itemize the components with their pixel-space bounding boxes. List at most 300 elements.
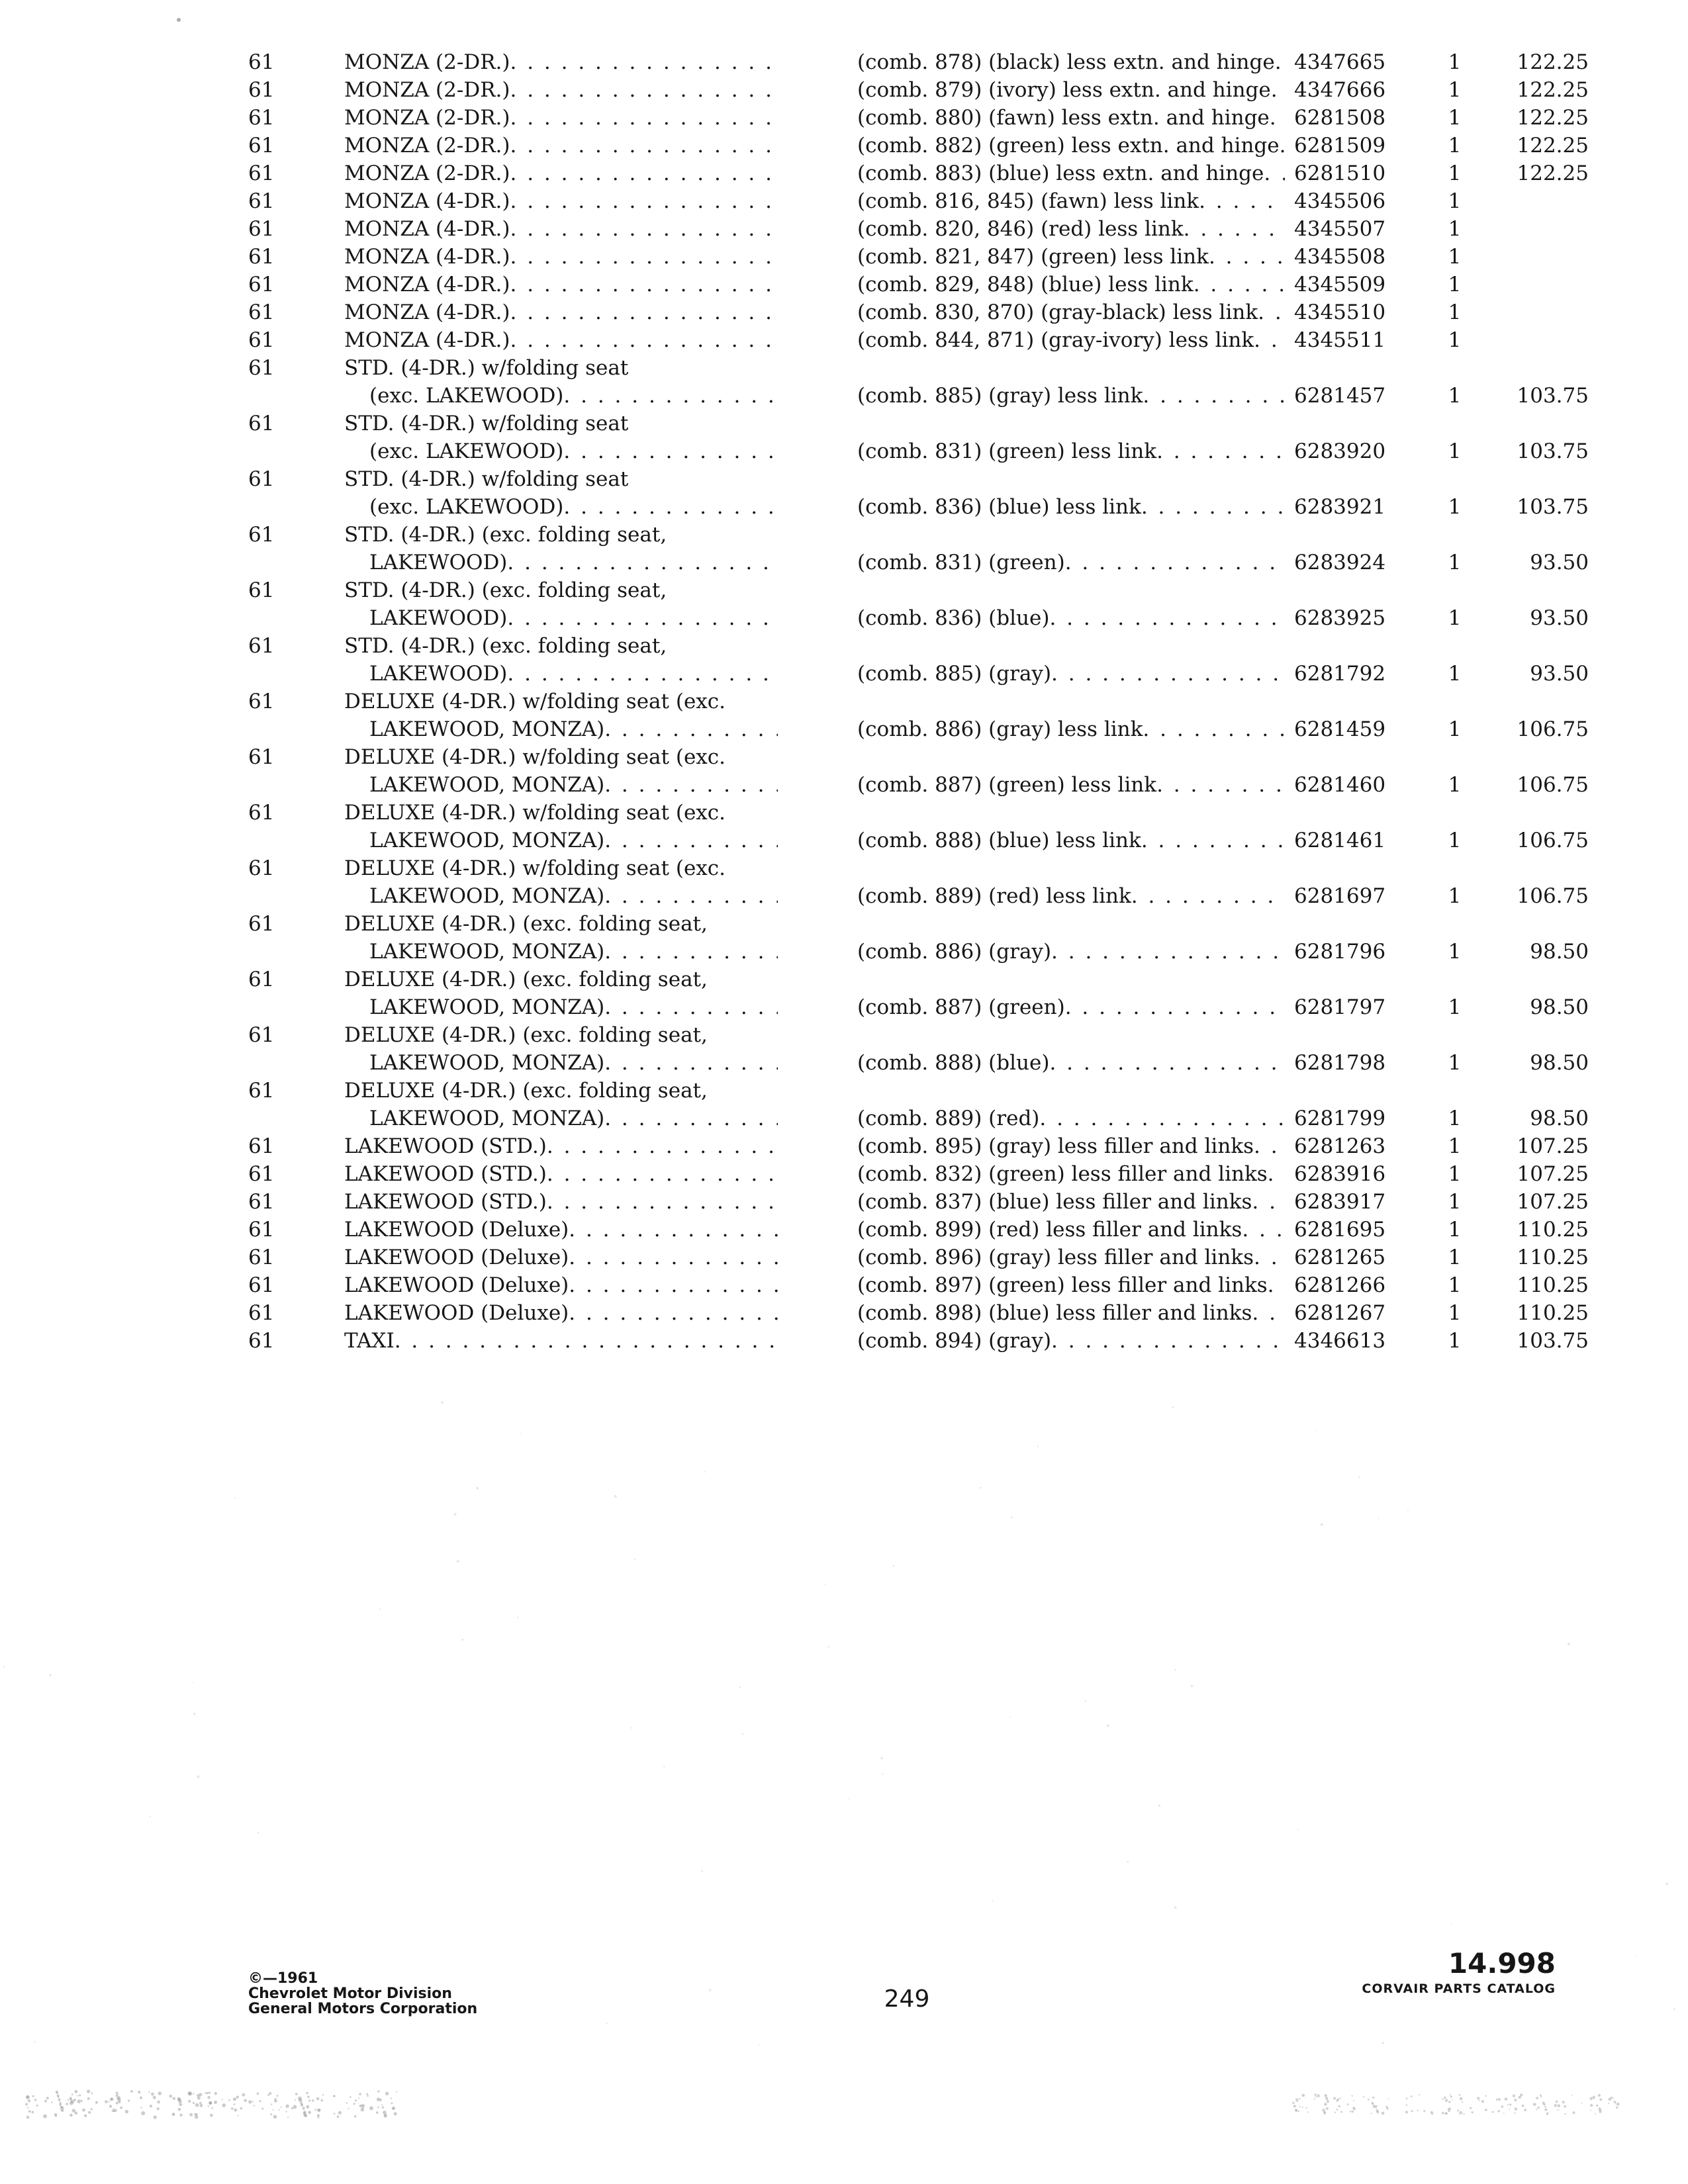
table-row <box>0 1188 1688 1216</box>
spacer-cell <box>1589 1271 1688 1299</box>
scan-speckle <box>195 2103 199 2107</box>
spacer-cell <box>0 1132 248 1160</box>
scan-speckle <box>361 2104 364 2107</box>
scan-speckle <box>273 2115 277 2118</box>
description-line <box>857 271 1294 298</box>
description-cell <box>857 1299 1294 1327</box>
model-text: MONZA (4-DR.) <box>344 328 510 352</box>
scan-speckle <box>81 2100 83 2102</box>
scan-speckle <box>77 2095 78 2097</box>
spacer-cell <box>778 243 857 271</box>
scan-speckle <box>1301 2094 1305 2097</box>
model-continuation <box>344 882 778 910</box>
scan-speckle <box>1593 2098 1595 2099</box>
scan-speckle <box>1295 2110 1297 2111</box>
scan-speckle <box>1411 2095 1413 2097</box>
part-number: 4346613 <box>1294 1329 1386 1353</box>
scan-speckle <box>391 2097 392 2099</box>
spacer-cell <box>778 48 857 76</box>
scan-speckle <box>242 2093 245 2097</box>
quantity-cell <box>1427 243 1483 271</box>
part-number-cell <box>1294 1077 1427 1132</box>
dot-leader <box>547 1132 778 1160</box>
model-cell <box>344 132 778 159</box>
spacer-cell <box>0 354 248 410</box>
table-row <box>0 243 1688 271</box>
scan-speckle <box>178 2100 181 2103</box>
spacer-cell <box>1589 1132 1688 1160</box>
price-cell <box>1483 48 1589 76</box>
scan-speckle <box>56 2092 58 2094</box>
part-number: 6281457 <box>1294 384 1386 408</box>
part-number: 6281508 <box>1294 106 1386 130</box>
scan-speckle <box>1514 2113 1515 2114</box>
scan-speckle <box>1297 2111 1299 2113</box>
model-cell <box>344 465 778 521</box>
part-number: 4347666 <box>1294 78 1386 102</box>
scan-speckle <box>74 2111 77 2115</box>
scan-speckle <box>303 2111 306 2113</box>
scan-speckle <box>1324 2103 1327 2105</box>
part-number: 6281263 <box>1294 1134 1386 1158</box>
description-text: (comb. 821, 847) (green) less link <box>857 245 1209 269</box>
scan-speckle <box>992 1900 993 1901</box>
scan-speckle <box>62 2110 64 2112</box>
year-text: 61 <box>248 690 275 713</box>
year-cell <box>248 521 344 576</box>
year-text: 61 <box>248 1162 275 1186</box>
price-cell <box>1483 910 1589 966</box>
scan-speckle <box>84 2115 87 2117</box>
model-continuation <box>344 715 778 743</box>
table-row <box>0 465 1688 521</box>
quantity: 1 <box>1448 1329 1462 1353</box>
dot-leader <box>1268 1271 1285 1299</box>
part-number-cell <box>1294 576 1427 632</box>
scan-speckle <box>1518 2096 1521 2099</box>
table-row <box>0 298 1688 326</box>
description-line <box>857 1188 1294 1216</box>
scan-speckle <box>1325 2094 1326 2095</box>
year-cell <box>248 48 344 76</box>
scan-speckle <box>1459 2094 1461 2096</box>
scan-speckle <box>157 2107 160 2110</box>
model-text: LAKEWOOD (Deluxe) <box>344 1301 569 1325</box>
scan-speckle <box>631 1727 632 1729</box>
scan-speckle <box>361 2108 364 2111</box>
scan-speckle <box>882 1773 883 1774</box>
scan-speckle <box>199 2093 202 2096</box>
model-text: MONZA (4-DR.) <box>344 189 510 213</box>
description-line <box>857 159 1294 187</box>
dot-leader <box>510 132 778 159</box>
scan-speckle <box>880 1757 883 1760</box>
year-cell <box>248 159 344 187</box>
scan-speckle <box>1481 2100 1484 2103</box>
dot-leader <box>569 1244 778 1271</box>
scan-speckle <box>1406 2104 1407 2105</box>
catalog-name: CORVAIR PARTS CATALOG <box>1362 1981 1556 1996</box>
spacer-cell <box>1589 271 1688 298</box>
quantity-cell <box>1427 688 1483 743</box>
spacer-cell <box>1589 48 1688 76</box>
scan-speckle <box>333 2095 335 2097</box>
dot-leader <box>1131 882 1285 910</box>
description-text: (comb. 879) (ivory) less extn. and hinge <box>857 78 1271 102</box>
scan-speckle <box>1590 2104 1593 2107</box>
model-line <box>344 159 778 187</box>
spacer-cell <box>778 410 857 465</box>
copyright-block <box>248 1971 579 2017</box>
model-text-continued: LAKEWOOD, MONZA) <box>369 995 605 1019</box>
scan-speckle <box>1546 2113 1549 2115</box>
spacer-cell <box>0 465 248 521</box>
scan-speckle <box>1442 2112 1444 2115</box>
description-cell <box>857 576 1294 632</box>
scan-speckle <box>1568 1643 1570 1645</box>
scan-speckle <box>295 2093 298 2095</box>
scan-speckle <box>1372 2102 1374 2104</box>
spacer-cell <box>778 298 857 326</box>
scan-speckle <box>1496 2099 1498 2101</box>
year-text: 61 <box>248 161 275 185</box>
scan-speckle <box>188 2091 192 2095</box>
quantity-cell <box>1427 910 1483 966</box>
scan-speckle <box>169 2095 173 2098</box>
spacer-cell <box>0 76 248 104</box>
quantity: 1 <box>1448 245 1462 269</box>
spacer-cell <box>778 1271 857 1299</box>
quantity: 1 <box>1448 78 1462 102</box>
scan-speckle <box>207 2096 211 2099</box>
dot-leader <box>1049 1049 1285 1077</box>
spacer-cell <box>0 743 248 799</box>
model-cell <box>344 632 778 688</box>
spacer-cell <box>1589 354 1688 410</box>
description-cell <box>857 688 1294 743</box>
spacer-cell <box>1589 410 1688 465</box>
dot-leader <box>1194 271 1285 298</box>
dot-leader <box>569 1271 778 1299</box>
quantity: 1 <box>1448 300 1462 324</box>
scan-speckle <box>702 1870 704 1872</box>
price-cell <box>1483 966 1589 1021</box>
scan-speckle <box>1307 2111 1309 2113</box>
spacer-cell <box>1589 1188 1688 1216</box>
year-text: 61 <box>248 523 275 547</box>
quantity-cell <box>1427 576 1483 632</box>
part-number-cell <box>1294 298 1427 326</box>
model-cell <box>344 187 778 215</box>
scan-speckle <box>1305 2107 1307 2109</box>
dot-leader <box>1141 493 1285 521</box>
description-line <box>857 132 1294 159</box>
scan-speckle <box>1595 2113 1596 2115</box>
scan-speckle <box>177 2097 180 2101</box>
quantity: 1 <box>1448 106 1462 130</box>
description-text: (comb. 887) (green) less link <box>857 773 1157 797</box>
scan-speckle <box>742 1733 743 1735</box>
scan-speckle <box>82 2109 85 2112</box>
model-text-continued: LAKEWOOD, MONZA) <box>369 1107 605 1130</box>
scan-speckle <box>1297 2101 1298 2102</box>
table-row <box>0 854 1688 910</box>
description-cell <box>857 1132 1294 1160</box>
description-line <box>857 882 1294 910</box>
description-text: (comb. 831) (green) less link <box>857 439 1157 463</box>
part-number: 6281697 <box>1294 884 1386 908</box>
scan-speckle <box>1191 1685 1193 1687</box>
spacer-cell <box>1589 465 1688 521</box>
scan-speckle <box>358 2098 359 2099</box>
description-cell <box>857 1271 1294 1299</box>
year-cell <box>248 465 344 521</box>
spacer-cell <box>1589 1299 1688 1327</box>
description-text: (comb. 885) (gray) <box>857 662 1052 686</box>
scan-speckle <box>1323 2111 1325 2113</box>
model-line <box>344 243 778 271</box>
year-cell <box>248 215 344 243</box>
scan-speckle <box>46 2097 49 2099</box>
scan-speckle <box>1335 2112 1336 2113</box>
scan-speckle <box>26 2116 29 2118</box>
scan-speckle <box>1547 2113 1548 2114</box>
spacer-cell <box>1589 966 1688 1021</box>
scan-speckle <box>614 1495 617 1498</box>
year-cell <box>248 854 344 910</box>
scan-speckle <box>322 2094 324 2095</box>
scan-speckle <box>51 2102 52 2103</box>
description-cell <box>857 271 1294 298</box>
scan-speckle <box>441 1401 444 1404</box>
spacer-cell <box>0 1216 248 1244</box>
scan-speckle <box>1537 2107 1539 2109</box>
scan-speckle <box>1599 2107 1600 2109</box>
spacer-cell <box>778 326 857 354</box>
scan-speckle <box>1544 2109 1547 2111</box>
quantity: 1 <box>1448 551 1462 574</box>
description-cell <box>857 799 1294 854</box>
scan-speckle <box>316 2097 320 2101</box>
price-cell <box>1483 576 1589 632</box>
scan-speckle <box>72 2109 75 2112</box>
scan-speckle <box>157 2101 160 2104</box>
description-line <box>857 1216 1294 1244</box>
description-cell <box>857 1244 1294 1271</box>
part-number: 4345511 <box>1294 328 1386 352</box>
scan-speckle <box>1515 2107 1518 2111</box>
scan-speckle <box>70 2099 72 2101</box>
spacer-cell <box>0 521 248 576</box>
scan-speckle <box>1545 2107 1546 2108</box>
year-cell <box>248 76 344 104</box>
scan-speckle <box>3 1666 5 1668</box>
model-text: STD. (4-DR.) (exc. folding seat, <box>344 578 667 602</box>
description-cell <box>857 1216 1294 1244</box>
table-row <box>0 1160 1688 1188</box>
spacer-cell <box>0 1327 248 1355</box>
dot-leader <box>1065 993 1285 1021</box>
scan-speckle <box>178 2108 181 2111</box>
table-row <box>0 1021 1688 1077</box>
scan-speckle <box>1406 2098 1408 2100</box>
scan-speckle <box>980 1487 982 1489</box>
price: 106.75 <box>1517 717 1589 741</box>
year-text: 61 <box>248 134 275 158</box>
spacer-cell <box>778 632 857 688</box>
scan-speckle <box>362 2106 365 2109</box>
scan-speckle <box>1450 2094 1451 2095</box>
scan-speckle <box>25 2103 28 2106</box>
scan-speckle <box>70 2097 72 2099</box>
scan-speckle <box>1333 2097 1336 2099</box>
description-line <box>857 938 1294 966</box>
quantity: 1 <box>1448 189 1462 213</box>
scan-speckle <box>209 2102 212 2105</box>
scan-speckle <box>1336 2099 1338 2102</box>
spacer-cell <box>0 243 248 271</box>
price: 106.75 <box>1517 884 1589 908</box>
model-text: LAKEWOOD (Deluxe) <box>344 1218 569 1242</box>
scan-speckle <box>1386 2107 1388 2109</box>
scan-speckle <box>1174 1669 1176 1670</box>
dot-leader <box>1242 1216 1285 1244</box>
year-cell <box>248 1160 344 1188</box>
price-cell <box>1483 104 1589 132</box>
dot-leader <box>510 187 778 215</box>
year-cell <box>248 632 344 688</box>
spacer-cell <box>1589 326 1688 354</box>
model-text: LAKEWOOD (Deluxe) <box>344 1273 569 1297</box>
scan-speckle <box>384 2114 387 2117</box>
description-cell <box>857 1188 1294 1216</box>
scan-speckle <box>1485 2109 1487 2111</box>
dot-leader <box>510 48 778 76</box>
scan-speckle <box>1533 2103 1536 2106</box>
scan-speckle <box>236 2095 239 2098</box>
quantity-cell <box>1427 132 1483 159</box>
scan-speckle <box>759 2044 760 2046</box>
model-cell <box>344 1077 778 1132</box>
scan-speckle <box>306 2105 309 2109</box>
model-text: DELUXE (4-DR.) (exc. folding seat, <box>344 912 708 936</box>
model-text: MONZA (2-DR.) <box>344 134 510 158</box>
year-text: 61 <box>248 1023 275 1047</box>
model-cell <box>344 243 778 271</box>
price: 122.25 <box>1517 106 1589 130</box>
year-cell <box>248 1021 344 1077</box>
dot-leader <box>1258 298 1285 326</box>
scan-speckle <box>222 2103 226 2107</box>
scan-speckle <box>393 2108 395 2110</box>
part-number-cell <box>1294 354 1427 410</box>
scan-speckle <box>317 2115 320 2117</box>
quantity: 1 <box>1448 662 1462 686</box>
price: 103.75 <box>1517 1329 1589 1353</box>
dot-leader <box>510 271 778 298</box>
model-cell <box>344 1216 778 1244</box>
scan-speckle <box>59 2102 62 2105</box>
quantity-cell <box>1427 1160 1483 1188</box>
model-cell <box>344 326 778 354</box>
dot-leader <box>1268 1160 1285 1188</box>
model-text: MONZA (2-DR.) <box>344 106 510 130</box>
scan-speckle <box>66 2103 68 2105</box>
quantity-cell <box>1427 1299 1483 1327</box>
scan-speckle <box>1326 2107 1329 2110</box>
dot-leader <box>510 215 778 243</box>
scan-speckle <box>1448 2107 1451 2110</box>
description-cell <box>857 159 1294 187</box>
spacer-cell <box>0 215 248 243</box>
dot-leader <box>1051 1327 1285 1355</box>
spacer-cell <box>1589 187 1688 215</box>
scan-speckle <box>177 2098 181 2101</box>
dot-leader <box>1252 1188 1285 1216</box>
model-continuation <box>344 1049 778 1077</box>
spacer-cell <box>1589 632 1688 688</box>
dot-leader <box>507 660 778 688</box>
quantity-cell <box>1427 159 1483 187</box>
scan-speckle <box>318 2109 320 2111</box>
model-line <box>344 215 778 243</box>
price: 103.75 <box>1517 384 1589 408</box>
spacer-cell <box>1589 215 1688 243</box>
scan-speckle <box>234 2109 237 2112</box>
year-text: 61 <box>248 856 275 880</box>
part-number: 4345506 <box>1294 189 1386 213</box>
table-row <box>0 1327 1688 1355</box>
model-cell <box>344 48 778 76</box>
quantity: 1 <box>1448 829 1462 852</box>
model-cell <box>344 104 778 132</box>
dot-leader <box>510 326 778 354</box>
spacer-cell <box>0 1160 248 1188</box>
corporation-line: General Motors Corporation <box>248 2001 478 2017</box>
scan-speckle <box>207 2092 209 2094</box>
scan-speckle <box>1376 2111 1379 2113</box>
description-text: (comb. 829, 848) (blue) less link <box>857 273 1194 296</box>
quantity-cell <box>1427 1327 1483 1355</box>
scan-speckle <box>1613 2097 1614 2099</box>
spacer-cell <box>1589 1216 1688 1244</box>
spacer-cell <box>1589 576 1688 632</box>
scan-speckle <box>1336 2109 1338 2111</box>
page-number: 249 <box>884 1985 930 2013</box>
table-row <box>0 104 1688 132</box>
scan-speckle <box>1593 2096 1595 2099</box>
scan-speckle <box>1372 2097 1374 2099</box>
scan-speckle <box>300 2102 303 2105</box>
description-cell <box>857 743 1294 799</box>
quantity-cell <box>1427 743 1483 799</box>
year-text: 61 <box>248 1190 275 1214</box>
scan-speckle <box>709 1989 711 1991</box>
scan-speckle <box>1405 2111 1408 2113</box>
scan-speckle <box>1295 2099 1298 2101</box>
quantity-cell <box>1427 465 1483 521</box>
scan-speckle <box>461 1639 463 1641</box>
scan-speckle <box>273 2109 274 2111</box>
scan-speckle <box>56 2091 58 2093</box>
scan-speckle <box>285 2105 289 2108</box>
scan-speckle <box>307 2096 309 2098</box>
scan-speckle <box>295 2099 296 2101</box>
quantity: 1 <box>1448 1273 1462 1297</box>
scan-speckle <box>120 2107 122 2109</box>
description-text: (comb. 816, 845) (fawn) less link <box>857 189 1199 213</box>
scan-speckle <box>1417 2110 1418 2111</box>
